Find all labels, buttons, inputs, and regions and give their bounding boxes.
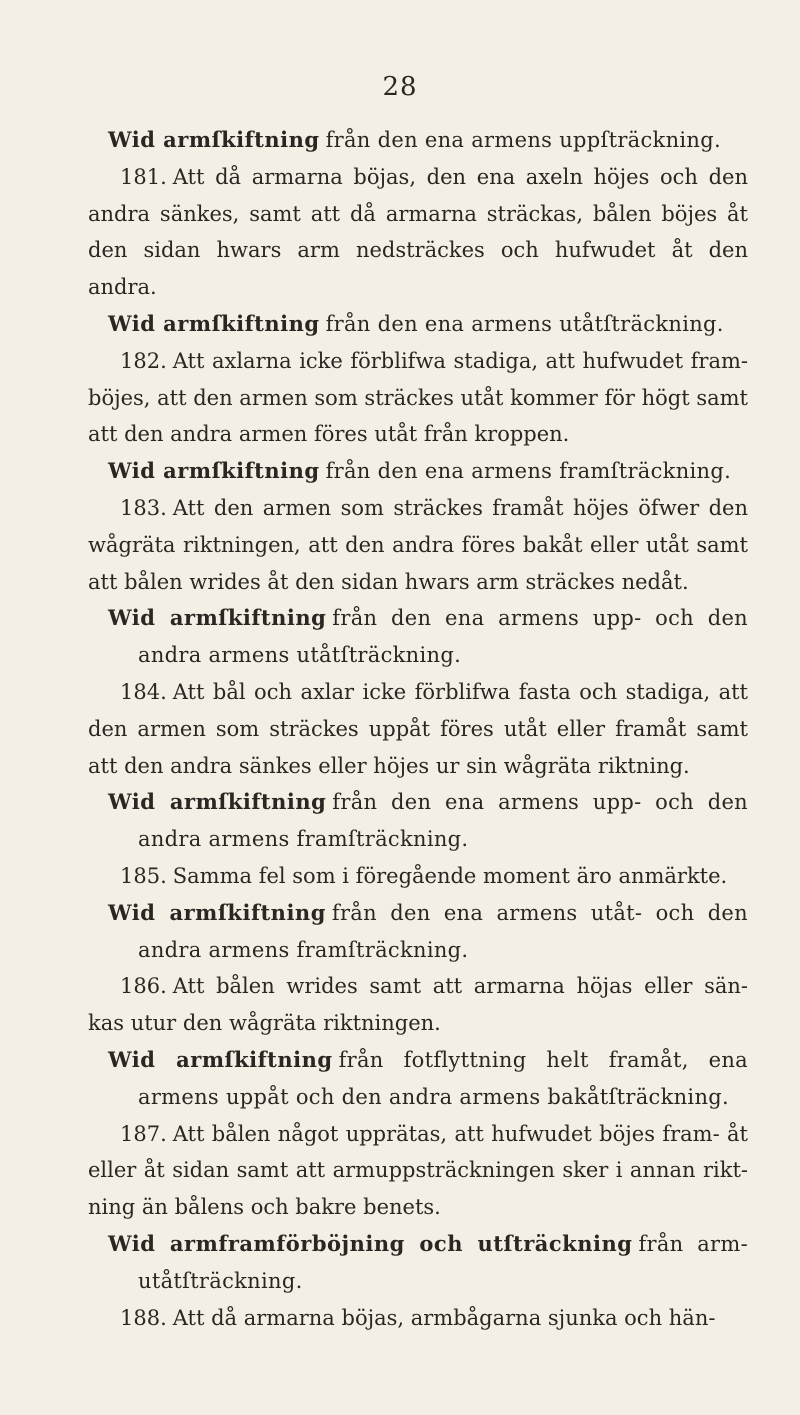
- heading-text: från den ena armens framſträckning.: [325, 459, 732, 484]
- numbered-paragraph: [88, 343, 748, 453]
- heading-text: från den ena armens utåtſträckning.: [325, 311, 724, 336]
- numbered-paragraph: [88, 968, 748, 1042]
- section-heading: [88, 306, 748, 343]
- paragraph-number: 182.: [120, 348, 167, 373]
- heading-bold: Wid armſkiftning: [108, 899, 326, 925]
- section-heading: [88, 600, 748, 674]
- paragraph-number: 181.: [120, 164, 167, 189]
- heading-text: från fotflyttning helt framåt, ena armens uppåt och den andra armens bakåtſträckning.: [138, 1047, 748, 1109]
- numbered-paragraph: [88, 1116, 748, 1226]
- paragraph-text: Att bålen wrides samt att armarna höjas eller sän- kas utur den wågräta riktningen.: [88, 974, 748, 1036]
- paragraph-number: 183.: [120, 495, 167, 520]
- numbered-paragraph: [88, 674, 748, 784]
- page-text: [88, 122, 748, 1336]
- heading-bold: Wid armſkiftning: [108, 127, 320, 152]
- paragraph-text: Att då armarna böjas, den ena axeln höjes och den andra sänkes, samt att då armarna sträckas, bålen böjes åt den sidan hwars arm nedsträckes och hufwudet åt den andra.: [88, 164, 748, 300]
- paragraph-number: 186.: [120, 974, 167, 999]
- numbered-paragraph: [88, 1300, 748, 1337]
- paragraph-text: Att axlarna icke förblifwa stadiga, att hufwudet fram- böjes, att den armen som sträckes utåt kommer för högt samt att den andra armen föres utåt från kroppen.: [88, 348, 748, 447]
- heading-text: från den ena armens uppſträckning.: [325, 128, 721, 152]
- paragraph-text: Att då armarna böjas, armbågarna sjunka och hän-: [172, 1305, 716, 1330]
- heading-text: från arm- utåtſträckning.: [138, 1231, 748, 1293]
- heading-text: från den ena armens utåt- och den andra armens framſträckning.: [138, 900, 748, 962]
- paragraph-number: 188.: [120, 1305, 167, 1330]
- paragraph-text: Att bålen något upprätas, att hufwudet böjes fram- åt eller åt sidan samt att armuppsträckningen sker i annan rikt- ning än bålens och bakre benets.: [88, 1121, 748, 1220]
- paragraph-number: 185.: [120, 863, 167, 888]
- section-heading: [88, 1226, 748, 1300]
- section-heading: [88, 895, 748, 969]
- heading-bold: Wid armſkiftning: [108, 310, 320, 336]
- heading-bold: Wid armſkiftning: [108, 605, 327, 631]
- heading-bold: Wid armſkiftning: [108, 458, 320, 484]
- numbered-paragraph: [88, 858, 748, 895]
- numbered-paragraph: [88, 159, 748, 306]
- heading-text: från den ena armens upp- och den andra armens utåtſträckning.: [138, 606, 748, 668]
- section-heading: [88, 1042, 748, 1116]
- section-heading: [88, 784, 748, 858]
- section-heading: [88, 122, 748, 159]
- page-number: 28: [382, 72, 418, 102]
- paragraph-text: Samma fel som i föregående moment äro anmärkte.: [172, 863, 728, 888]
- heading-bold: Wid armſkiftning: [108, 789, 327, 815]
- heading-bold: Wid armſkiftning: [108, 1046, 333, 1072]
- heading-bold: Wid armframförböjning och utſträckning: [108, 1230, 633, 1256]
- paragraph-number: 184.: [120, 679, 167, 704]
- paragraph-text: Att bål och axlar icke förblifwa fasta och stadiga, att den armen som sträckes uppåt föres utåt eller framåt samt att den andra sänkes eller höjes ur sin wågräta riktning.: [88, 679, 748, 778]
- numbered-paragraph: [88, 490, 748, 600]
- paragraph-text: Att den armen som sträckes framåt höjes öfwer den wågräta riktningen, att den andra föres bakåt eller utåt samt att bålen wrides åt den sidan hwars arm sträckes nedåt.: [88, 495, 748, 594]
- section-heading: [88, 453, 748, 490]
- heading-text: från den ena armens upp- och den andra armens framſträckning.: [138, 790, 748, 852]
- paragraph-number: 187.: [120, 1121, 167, 1146]
